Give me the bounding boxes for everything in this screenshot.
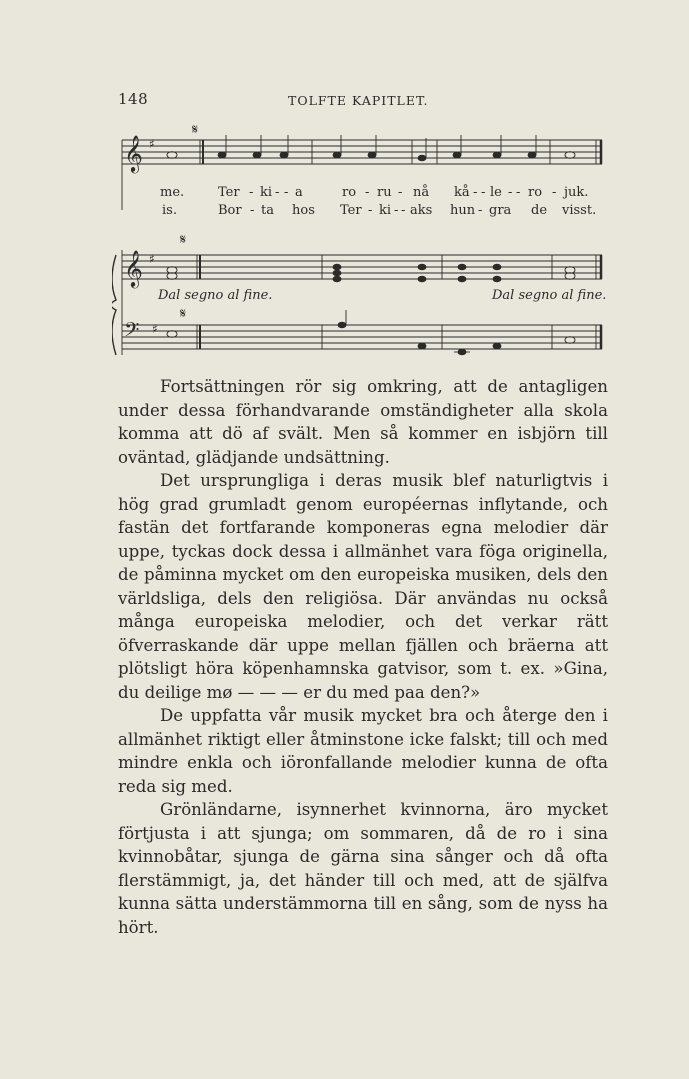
lyric-syllable: Ter [218,185,240,200]
lyric-syllable: ro [528,185,543,200]
lyric-syllable: - [473,185,478,200]
lyric-syllable: gra [489,203,512,218]
dal-segno-direction-left: Dal segno al fine. [158,288,273,303]
running-head: TOLFTE KAPITLET. [288,93,429,108]
paragraph: Fortsättningen rör sig omkring, att de antagligen under dessa förhandvarande omständigheter alla skola komma att dö af svält. Men så kommer en isbjörn till oväntad, glädjande undsättning. [118,377,608,467]
music-score [112,120,612,365]
lyric-syllable: - [398,185,403,200]
treble-clef-2: 𝄞 [124,249,143,287]
lyric-syllable: - [552,185,557,200]
staff-system-2-lower [112,255,602,355]
lyric-syllable: - [249,185,254,200]
lyric-syllable: ki [379,203,392,218]
lyric-syllable: Bor [218,203,242,218]
paragraph: De uppfatta vår musik mycket bra och återge den i allmänhet riktigt eller åtminstone icke falskt; till och med mindre enkla och iöronfallande melodier kunna de ofta reda sig med. [118,706,608,796]
lyrics-line-1 [118,185,608,201]
lyric-syllable: juk. [564,185,589,200]
treble-clef-1: 𝄞 [124,134,143,172]
lyric-syllable: - [481,185,486,200]
paragraph: Grönländarne, isynnerhet kvinnorna, äro mycket förtjusta i att sjunga; om sommaren, då de ro i sina kvinnobåtar, sjunga de gärna sina sånger och då ofta flerstämmigt, ja, det händer till och med, att de själfva kunna sätta understämmorna till en sång, som de nyss ha hört. [118,800,608,937]
lyric-syllable: - [365,185,370,200]
notes-system-2-lower [167,310,575,355]
notes-system-1 [167,135,575,161]
lyric-syllable: Ter [340,203,362,218]
lyric-syllable: - [284,185,289,200]
svg-text:♯: ♯ [152,322,158,336]
lyric-syllable: - [275,185,280,200]
lyric-syllable: is. [162,203,177,218]
segno-icon: 𝄋 [192,122,199,138]
svg-text:♯: ♯ [149,137,155,151]
lyric-syllable: - [508,185,513,200]
lyric-syllable: - [478,203,483,218]
lyric-syllable: - [516,185,521,200]
lyric-syllable: de [531,203,548,218]
dal-segno-direction-right: Dal segno al fine. [492,288,607,303]
lyric-syllable: nå [413,185,430,200]
page-number: 148 [118,90,149,108]
segno-icon: 𝄋 [180,232,187,248]
lyric-syllable: le [490,185,502,200]
lyric-syllable: kå [454,185,470,200]
lyric-syllable: hos [292,203,315,218]
lyric-syllable: - [368,203,373,218]
lyrics-line-2 [118,203,608,219]
bass-clef: 𝄢 [124,318,140,346]
lyric-syllable: aks [410,203,433,218]
lyric-syllable: - [394,203,399,218]
lyric-syllable: me. [160,185,185,200]
lyric-syllable: ru [377,185,392,200]
lyric-syllable: a [295,185,303,200]
lyric-syllable: ki [260,185,273,200]
paragraph: Det ursprungliga i deras musik blef naturligtvis i hög grad grumladt genom européernas inflytande, och fastän det fortfarande komponeras egna melodier där uppe, tyckas dock dessa i allmänhet vara föga originella, de påminna mycket om den europeiska musiken, dels den världsliga, dels den religiösa. Där användas nu också många europeiska melodier, och det verkar rätt öfverraskande där uppe mellan fjällen och bräerna att plötsligt höra köpenhamnska gatvisor, som t. ex. »Gina, du deilige mø — — — er du med paa den?» [118,471,608,702]
body-text [118,375,608,939]
lyric-syllable: ro [342,185,357,200]
lyric-syllable: - [250,203,255,218]
lyric-syllable: - [401,203,406,218]
lyric-syllable: visst. [562,203,597,218]
lyric-syllable: ta [261,203,274,218]
lyric-syllable: hun [450,203,476,218]
segno-icon: 𝄋 [180,306,187,322]
svg-text:♯: ♯ [149,252,155,266]
